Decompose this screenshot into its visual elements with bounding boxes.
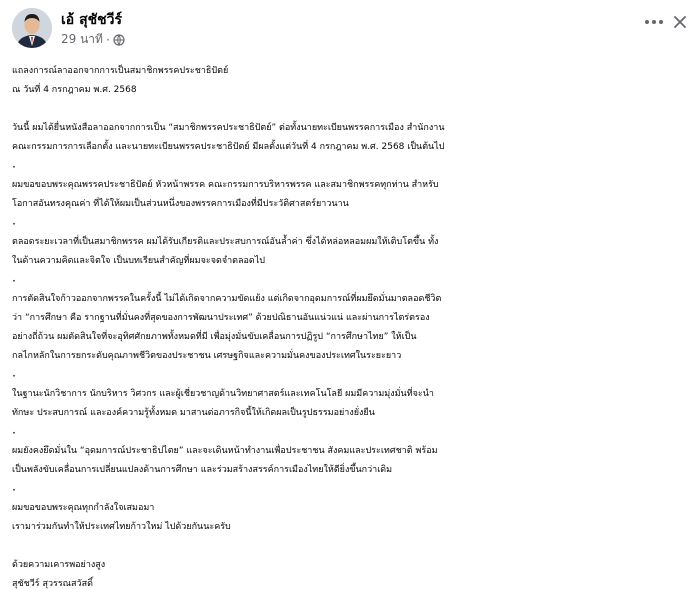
title-line: แถลงการณ์ลาออกจากการเป็นสมาชิกพรรคประชาธิปัตย์ (12, 66, 229, 76)
paragraph-4-line-2: ว่า “การศึกษา คือ รากฐานที่มั่นคงที่สุดของการพัฒนาประเทศ” ด้วยปณิธานอันแน่วแน่ และผ่านการไตร่ตรอง (12, 313, 430, 323)
author-name[interactable]: เอ้ สุชัชวีร์ (61, 12, 122, 28)
close-button[interactable] (670, 12, 690, 32)
separator-dot: · (12, 273, 16, 288)
post-text (12, 62, 682, 589)
author-avatar[interactable] (12, 8, 52, 48)
paragraph-6-line-1: ผมยังคงยึดมั่นใน “อุดมการณ์ประชาธิปไตย” และจะเดินหน้าทำงานเพื่อประชาชน สังคมและประเทศชาติ พร้อม (12, 446, 438, 456)
post-timestamp[interactable]: 29 นาที (61, 32, 103, 46)
paragraph-6-line-2: เป็นพลังขับเคลื่อนการเปลี่ยนแปลงด้านการศึกษา และร่วมสร้างสรรค์การเมืองไทยให้ดียิ่งขึ้นกว่าเดิม (12, 465, 393, 475)
separator-dot: · (12, 159, 16, 174)
globe-icon[interactable] (113, 34, 125, 46)
avatar-image (12, 8, 52, 48)
paragraph-1-line-2: คณะกรรมการการเลือกตั้ง และนายทะเบียนพรรคประชาธิปัตย์ มีผลตั้งแต่วันที่ 4 กรกฎาคม พ.ศ. 2568 เป็นต้นไป (12, 142, 445, 152)
close-icon (674, 16, 686, 28)
separator-dot: · (12, 482, 16, 497)
separator-dot: · (12, 216, 16, 231)
more-options-button[interactable] (640, 12, 668, 32)
meta-separator: · (105, 32, 110, 47)
paragraph-4-line-1: การตัดสินใจก้าวออกจากพรรคในครั้งนี้ ไม่ได้เกิดจากความขัดแย้ง แต่เกิดจากอุดมการณ์ที่ผมยึดมั่นมาตลอดชีวิต (12, 294, 442, 304)
date-line: ณ วันที่ 4 กรกฎาคม พ.ศ. 2568 (12, 85, 137, 95)
paragraph-3-line-2: ในด้านความคิดและจิตใจ เป็นบทเรียนสำคัญที่ผมจะจดจำตลอดไป (12, 256, 266, 266)
paragraph-5-line-1: ในฐานะนักวิชาการ นักบริหาร วิศวกร และผู้เชี่ยวชาญด้านวิทยาศาสตร์และเทคโนโลยี ผมมีความมุ่งมั่นที่จะนำ (12, 389, 434, 399)
blank-line (12, 537, 682, 556)
blank-line (12, 100, 682, 119)
signature-line: สุชัชวีร์ สุวรรณสวัสดิ์ (12, 579, 93, 589)
paragraph-4-line-3: อย่างถี่ถ้วน ผมตัดสินใจที่จะอุทิศศักยภาพทั้งหมดที่มี เพื่อมุ่งมั่นขับเคลื่อนการปฏิรูป “การศึกษาไทย” ให้เป็น (12, 332, 417, 342)
paragraph-5-line-2: ทักษะ ประสบการณ์ และองค์ความรู้ทั้งหมด มาสานต่อภารกิจนี้ให้เกิดผลเป็นรูปธรรมอย่างยั่งยืน (12, 408, 375, 418)
ellipsis-icon (644, 19, 664, 25)
closing-line: ด้วยความเคารพอย่างสูง (12, 560, 106, 570)
paragraph-4-line-4: กลไกหลักในการยกระดับคุณภาพชีวิตของประชาชน เศรษฐกิจและความมั่นคงของประเทศในระยะยาว (12, 351, 402, 361)
post-meta (61, 30, 125, 49)
paragraph-3-line-1: ตลอดระยะเวลาที่เป็นสมาชิกพรรค ผมได้รับเกียรติและประสบการณ์อันล้ำค่า ซึ่งได้หล่อหลอมผมให้เติบโตขึ้น ทั้ง (12, 237, 439, 247)
paragraph-7-line-1: ผมขอขอบพระคุณทุกกำลังใจเสมอมา (12, 503, 155, 513)
separator-dot: · (12, 368, 16, 383)
paragraph-7-line-2: เรามาร่วมกันทำให้ประเทศไทยก้าวใหม่ ไปด้วยกันนะครับ (12, 522, 231, 532)
paragraph-1-line-1: วันนี้ ผมได้ยื่นหนังสือลาออกจากการเป็น “สมาชิกพรรคประชาธิปัตย์” ต่อทั้งนายทะเบียนพรรคการเมือง สำนักงาน (12, 123, 445, 133)
paragraph-2-line-2: โอกาสอันทรงคุณค่า ที่ได้ให้ผมเป็นส่วนหนึ่งของพรรคการเมืองที่มีประวัติศาสตร์ยาวนาน (12, 199, 349, 209)
paragraph-2-line-1: ผมขอขอบพระคุณพรรคประชาธิปัตย์ หัวหน้าพรรค คณะกรรมการบริหารพรรค และสมาชิกพรรคทุกท่าน สำหรับ (12, 180, 439, 190)
separator-dot: · (12, 425, 16, 440)
